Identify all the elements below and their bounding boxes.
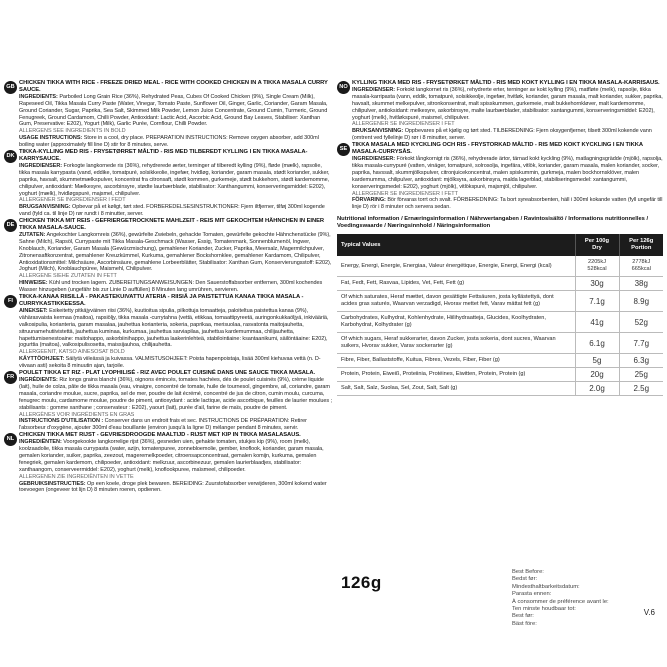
- ingredients-text: Parboiled Long Grain Rice (36%), Rehydrated Peas, Cubes Of Cooked Chicken (9%), Single Cream (Milk), Rapeseed Oil, Tikka Masala Curry Paste (Water, Vinegar, Tomato Paste, Sunflower Oil, Ginger, Garlic, Coriander, Garam Masala, Ground Coriander, Sugar, Paprika, Sea Salt, Skimmed Milk Powder, Lemon Juice Concentrate, Ground Cumin, Turmeric, Ground Fenugreek, Ground Cardamom, Chilli Powder, Antioxidant: Lactic Acid, Ascorbic Acid, Ground Bay Leaves, Stabiliser: Xanthan Gum, Preservative: E202), Yogurt (Milk), Garlic Purée, Cornflour, Chilli Powder.: [19, 93, 328, 128]
- usage-text: Kühl und trocken lagern. ZUBEREITUNGSANWEISUNGEN: Den Sauerstoffabsorber entfernen, 300ml kochendes Wasser hinzugeben (ungefähr bis zur Linie D auffüllen) 8 Minuten lang umrühren, servieren.: [19, 280, 323, 294]
- usage-text: Oppbevares på et kjølig og tørt sted. TILBEREDNING: Fjern oksygenfjerner, tilsett 300ml kokende vann (omtrent ved fyllelinje D) rør i 8 minutter, server.: [352, 128, 652, 142]
- allergens-note: ALLERGEENIT, KATSO AINESOSAT BOLD: [19, 349, 125, 356]
- product-title: KYLLING TIKKA MED RIS - FRYSETØRKET MÅLTID - RIS MED KOKT KYLLING I EN TIKKA MASALA-KARRISAUS.: [352, 80, 660, 86]
- nutrient-label: Of which saturates, Heraf mættet, davon gesättigte Fettsäuren, josta kyllästettyä, dont acides gras saturés, Waarvan verzadigd, Hvorav mettet fett, Varav mättat fett (g): [337, 291, 575, 312]
- ingredients-text: Förkokt långkornigt ris (36%), rehydrerade ärtor, tärnad kokt kyckling (9%), matlagningsgrädde (mjölk), rapsolja, tikka masala-currypuré (vatten, vinäger, tomatpuré, solrosolja, ingefära, vitlök, koriander, garam masala, malen koriander, socker, paprika, havssalt, skummjölkspulver, citronjuicekoncentrat, malen spiskummin, gurkmeja, malen bockhornsklöver, malen kardemumma, chilipulver, antioxidant: mjölksyra, askorbinsyra, malda lagerblad, stabiliseringsmedel: xantangummi, konserveringsmedel: E202), yoghurt (mjölk), vitlökspuré, majsmjöl, chilipulver.: [352, 155, 663, 190]
- per-100g-value: 5g: [575, 354, 619, 368]
- nutrient-label: Fat, Fedt, Fett, Rasvaa, Lipides, Vet, Fett, Fett (g): [337, 277, 575, 291]
- allergens-note: ALLERGENE SIEHE ZUTATEN IN FETT: [19, 273, 117, 280]
- allergens-note: ALLERGENS SEE INGREDIENTS IN BOLD: [19, 128, 126, 135]
- nutrition-row: [337, 291, 663, 312]
- product-title: TIKKA MASALA MED KYCKLING OCH RIS - FRYSTORKAD MÅLTID - RIS MED KOKT KYCKLING I EN TIKKA MASALA-CURRYSÅS.: [352, 142, 643, 156]
- product-title: CHICKEN TIKKA WITH RICE - FREEZE DRIED MEAL - RICE WITH COOKED CHICKEN IN A TIKKA MASALA CURRY SAUCE.: [19, 80, 328, 93]
- best-before-line: Best Before:: [512, 569, 544, 575]
- nutrition-title: Nutritional information / Ernæringsinformation / Nährwertangaben / Ravintosisältö / Informations nutritionnelles / Voedingswaarde / Næringsinnhold / Näringsinformation: [337, 216, 649, 230]
- nutrition-row: [337, 277, 663, 291]
- lang-section-gb: GB CHICKEN TIKKA WITH RICE - FREEZE DRIED MEAL - RICE WITH COOKED CHICKEN IN A TIKKA MASALA CURRY SAUCE. INGREDIENTS: Parboiled Long Grain Rice (36%), Rehydrated Peas, Cubes Of Cooked Chicken (9%), Single Cream (Milk), Rapeseed Oil, Tikka Masala Curry Paste (Water, Vinegar, Tomato Paste, Sunflower Oil, Ginger, Garlic, Coriander, Garam Masala, Ground Coriander, Sugar, Paprika, Sea Salt, Skimmed Milk Powder, Lemon Juice Concentrate, Ground Cumin, Turmeric, Ground Fenugreek, Ground Cardamom, Chilli Powder, Antioxidant: Lactic Acid, Ascorbic Acid, Ground Bay Leaves, Stabiliser: Xanthan Gum, Preservative: E202), Yogurt (Milk), Garlic Purée, Cornflour, Chilli Powder. ALLERGENS SEE INGREDIENTS IN BOLD USAGE INSTRUCTIONS: Store in a cool, dry place. PREPARATION INSTRUCTIONS: Remove oxygen absorber, add 300ml boiling water (approximately fill line D) stir for 8 minutes, serve.: [4, 80, 334, 149]
- best-before-block: [512, 569, 609, 628]
- lang-section-fi: FI TIKKA-KANAA RIISILLÄ - PAKASTEKUIVATTU ATERIA - RIISIÄ JA PAISTETTUA KANAA TIKKA MASALA -CURRYKASTIKKEESSA. AINEKSET: Esikeitetty pitkäjyväinen riisi (36%), kuutioitua sipulia, pilkottuja tomaatteja, paloiteltua paistettua kanaa (9%), vähärasvaista kermaa (maitoa), rapsiöljy, tikka masala -currytahna (vettä, etikkaa, tomaattipyreetä, auringonkukkaöljyä, inkivääriä, valkosipulia, korianteria, garam masalaa, jauhettua korianteria, sokeria, paprikaa, merisuolaa, rasvatonta maitojauhetta, sitruunamehutiivistettä, jauhettua kuminaa, kurkumaa, jauhettua sarviapilaa, jauhettua kardemummaa, chilijauhetta, hapettumisenestoaine: maitohappo, askorbiinihappo, jauhettua laakerinlehteä, stabilointiaine: ksantaanikumi, säilöntäaine: E202), jogurttia (maitoa), valkosipulisosetta, maissijauhoa, chilijauhetta. ALLERGEENIT, KATSO AINESOSAT BOLD KÄYTTÖOHJEET: Säilytä viileässä ja kuivassa. VALMISTUSOHJEET: Poista hapenpoistaja, lisää 300ml kiehuvaa vettä (n. D-viivaan asti) sekoita 8 minuutin ajan, tarjoile.: [4, 294, 334, 370]
- per-100g-value: 30g: [575, 277, 619, 291]
- lang-section-fr: FR POULET TIKKA ET RIZ - PLAT LYOPHILISÉ - RIZ AVEC POULET CUISINÉ DANS UNE SAUCE TIKKA MASALA. INGRÉDIENTS: Riz longs grains blanchi (36%), oignons émincés, tomates hachées, dés de poulet cuisinés (9%), crème liquide (lait), huile de colza, pâte de tikka masala (eau, vinaigre, concentré de tomate, huile de tournesol, gingembre, ail, coriandre, garam masala, coriandre moulue, sucre, paprika, sel de mer, poudre de lait écrémé, concentré de jus de citron, cumin moulu, curcuma, fenugrec moulu, cardamome moulue, poudre de piment, antioxydant : acide lactique, acide ascorbique, feuilles de laurier moulues ; stabilisants : gomme xanthane ; conservateur : E202), yaourt (lait), purée d'ail, farine de maïs, poudre de piment. ALLERGÈNES VOIR INGRÉDIENTS EN GRAS INSTRUCTIONS D'UTILISATION : Conserver dans un endroit frais et sec. INSTRUCTIONS DE PRÉPARATION: Retirer l'absorbeur d'oxygène, ajouter 300ml d'eau bouillante (environ jusqu'à la ligne D) mélanger pendant 8 minutes, servir.: [4, 370, 334, 432]
- per-100g-value: 6.1g: [575, 333, 619, 354]
- nutrition-row: [337, 382, 663, 396]
- allergens-note: ALLERGENEN ZIE INGREDIËNTEN IN VETTE: [19, 473, 134, 480]
- product-title: POULET TIKKA ET RIZ - PLAT LYOPHILISÉ - RIZ AVEC POULET CUISINÉ DANS UNE SAUCE TIKKA MASALA.: [19, 370, 316, 377]
- per-portion-header: Per 126g Portion: [619, 234, 663, 256]
- product-title: CHICKEN TIKKA MIT REIS - GEFRIERGETROCKNETE MAHLZEIT - REIS MIT GEKOCHTEM HÄHNCHEN IN EINER TIKKA MASALA-SAUCE.: [19, 218, 325, 232]
- best-before-line: À consommer de préférence avant le:: [512, 598, 609, 605]
- best-before-line: Mindesthaltbarkeitsdatum:: [512, 583, 580, 590]
- best-before-line: Bäst före:: [512, 620, 537, 627]
- nutrition-row: [337, 312, 663, 333]
- per-portion-value: 2.5g: [619, 382, 663, 396]
- lang-section-se: SE TIKKA MASALA MED KYCKLING OCH RIS - FRYSTORKAD MÅLTID - RIS MED KOKT KYCKLING I EN TIKKA MASALA-CURRYSÅS. INGREDIENSER: Förkokt långkornigt ris (36%), rehydrerade ärtor, tärnad kokt kyckling (9%), matlagningsgrädde (mjölk), rapsolja, tikka masala-currypuré (vatten, vinäger, tomatpuré, solrosolja, ingefära, vitlök, koriander, garam masala, malen koriander, socker, paprika, havssalt, skummjölkspulver, citronjuicekoncentrat, malen spiskummin, gurkmeja, malen bockhornsklöver, malen kardemumma, chilipulver, antioxidant: mjölksyra, askorbinsyra, malda lagerblad, stabiliseringsmedel: xantangummi, konserveringsmedel: E202), yoghurt (mjölk), vitlökspuré, majsmjöl, chilipulver. ALLERGENER SE INGREDIENSER I FETT FÖRVARING: Bör förvaras torrt och svalt. FÖRBEREDNING: Ta bort syreabsorbenten, häll i 300ml kokande vatten (fyll ungefär till linje D) rör i 8 minuter och servera sedan.: [337, 142, 663, 211]
- allergens-note: ALLERGENER SE INGREDIENSER I FETT: [352, 190, 458, 197]
- nutrient-label: Protein, Protein, Eiweiß, Proteiinia, Protéines, Eiwitten, Protein, Protein (g): [337, 368, 575, 382]
- per-portion-value: 6.3g: [619, 354, 663, 368]
- language-badge: SE: [337, 143, 350, 156]
- per-100g-value: 7.1g: [575, 291, 619, 312]
- per-portion-value: 38g: [619, 277, 663, 291]
- per-portion-value: 2778kJ 665kcal: [619, 256, 663, 277]
- per-portion-value: 8.9g: [619, 291, 663, 312]
- usage-text: Bör förvaras torrt och svalt. FÖRBEREDNING: Ta bort syreabsorbenten, häll i 300ml kokande vatten (fyll ungefär till linje D) rör i 8 minuter och servera sedan.: [352, 197, 663, 211]
- nutrition-row: [337, 354, 663, 368]
- usage-text: Säilytä viileässä ja kuivassa. VALMISTUSOHJEET: Poista hapenpoistaja, lisää 300ml kiehuvaa vettä (n. D-viivaan asti) sekoita 8 minuutin ajan, tarjoile.: [19, 356, 321, 370]
- per-portion-value: 25g: [619, 368, 663, 382]
- ingredients-text: Esikeitetty pitkäjyväinen riisi (36%), kuutioitua sipulia, pilkottuja tomaatteja, paloiteltua paistettua kanaa (9%), vähärasvaista kermaa (maitoa), rapsiöljy, tikka masala -currytahna (vettä, etikkaa, tomaattipyreetä, auringonkukkaöljyä, inkivääriä, valkosipulia, korianteria, garam masalaa, jauhettua korianteria, sokeria, paprikaa, merisuolaa, rasvatonta maitojauhetta, sitruunamehutiivistettä, jauhettua kuminaa, kurkumaa, jauhettua sarviapilaa, jauhettua kardemummaa, chilijauhetta, hapettumisenestoaine: maitohappo, askorbiinihappo, jauhettua laakerinlehteä, stabilointiaine: ksantaanikumi, säilöntäaine: E202), jogurttia (maitoa), valkosipulisosetta, maissijauhoa, chilijauhetta.: [19, 307, 329, 349]
- language-badge: NO: [337, 81, 350, 94]
- lang-section-de: DE CHICKEN TIKKA MIT REIS - GEFRIERGETROCKNETE MAHLZEIT - REIS MIT GEKOCHTEM HÄHNCHEN IN EINER TIKKA MASALA-SAUCE. ZUTATEN: Angekochter Langkornreis (36%), gewürfelte Zwiebeln, gehackte Tomaten, gewürfelte gekochte Hähnchenstücke (9%), Sahne (Milch), Rapsöl, Currypaste mit Tikka Masala-Geschmack (Wasser, Essig, Tomatenmark, Sonnenblumenöl, Ingwer, Knoblauch, Koriander, Garam Masala (Gewürzmischung), gemahlener Koriander, Zucker, Paprika, Meersalz, Magermilchpulver, Zitronensaftkonzentrat, gemahlener Kreuzkümmel, Kurkuma, gemahlener Bockshornklee, gemahlener Kardamom, Chilipulver, Antioxidationsmittel: Milchsäure, Ascorbinsäure, gemahlene Lorbeerblätter, Stabilisator: Xanthan Gum, Konservierungsstoff: E202), Joghurt (Milch), Knoblauchpüree, Maismehl, Chilipulver. ALLERGENE SIEHE ZUTATEN IN FETT HINWEISE: Kühl und trocken lagern. ZUBEREITUNGSANWEISUNGEN: Den Sauerstoffabsorber entfernen, 300ml kochendes Wasser hinzugeben (ungefähr bis zur Linie D auffüllen) 8 Minuten lang umrühren, servieren.: [4, 218, 334, 294]
- per-100g-value: 2.0g: [575, 382, 619, 396]
- ingredients-text: Forkogte langkornede ris (36%), rehydrerede ærter, terninger af tilberedt kylling (9%), fløde (mælk), rapsolie, tikka masala karrypasta (vand, eddike, tomatpuré, solsikkeolie, ingefær, hvidløg, koriander, garam masala, stødt koriander, sukker, paprika, havsalt, skummetmælkspulver, koncentrat fra citronsaft, stødt kommen, gurkemeje, stødt bukkehorn, stødt kardemomme, chilipulver, antioxidant: Mælkesyre, ascorbinsyre, stødte laurbærblade, stabilisator: Xanthangummi, konserveringsmiddel: E202), yoghurt (mælk), hvidløgspuré, majsmel, chilipulver.: [19, 162, 330, 197]
- nutrient-label: Fibre, Fiber, Ballaststoffe, Kuitua, Fibres, Vezels, Fiber, Fiber (g): [337, 354, 575, 368]
- ingredients-text: Voorgekookte langkorrelige rijst (36%), gesneden uien, gehakte tomaten, stukjes kip (9%), room (melk), koolzaadolie, tikka masala currypasta (water, azijn, tomatenpuree, zonnebloemolie, gember, knoflook, koriander, garam masala, gemalen koriander, suiker, paprika, zeezout, mageremelkpoeder, citroensapconcentraat, gemalen komijn, kurkuma, gemalen fenegriek, gemalen kardemom, chilipoeder, antioxidant: melkzuur, ascorbinezuur, gemalen laurierblaadjes, stabilisator: xanthaangom, conserveermiddel: E202), yoghurt (melk), knoflookpuree, maïsmeel, chilipoeder.: [19, 439, 324, 473]
- nutrient-label: Energy, Energi, Energie, Energiaa, Valeur énergétique, Energie, Energi, Energi (kcal): [337, 256, 575, 277]
- ingredients-text: Angekochter Langkornreis (36%), gewürfelte Zwiebeln, gehackte Tomaten, gewürfelte gekochte Hähnchenstücke (9%), Sahne (Milch), Rapsöl, Currypaste mit Tikka Masala-Geschmack (Wasser, Essig, Tomatenmark, Sonnenblumenöl, Ingwer, Knoblauch, Koriander, Garam Masala (Gewürzmischung), gemahlener Koriander, Zucker, Paprika, Meersalz, Magermilchpulver, Zitronensaftkonzentrat, gemahlener Kreuzkümmel, Kurkuma, gemahlener Bockshornklee, gemahlener Kardamom, Chilipulver, Antioxidationsmittel: Milchsäure, Ascorbinsäure, gemahlene Lorbeerblätter, Stabilisator: Xanthan Gum, Konservierungsstoff: E202), Joghurt (Milch), Knoblauchpüree, Maismehl, Chilipulver.: [19, 231, 332, 273]
- per-100g-value: 20g: [575, 368, 619, 382]
- nutrition-row: [337, 333, 663, 354]
- lang-section-nl: NL CHICKEN TIKKA MET RIJST - GEVRIESDROOGDE MAALTIJD - RIJST MET KIP IN TIKKA MASALASAUS. INGREDIËNTEN: Voorgekookte langkorrelige rijst (36%), gesneden uien, gehakte tomaten, stukjes kip (9%), room (melk), koolzaadolie, tikka masala currypasta (water, azijn, tomatenpuree, zonnebloemolie, gember, knoflook, koriander, garam masala, gemalen koriander, suiker, paprika, zeezout, mageremelkpoeder, citroensapconcentraat, gemalen komijn, kurkuma, gemalen fenegriek, gemalen kardemom, chilipoeder, antioxidant: melkzuur, ascorbinezuur, gemalen laurierblaadjes, stabilisator: xanthaangom, conserveermiddel: E202), yoghurt (melk), knoflookpuree, maïsmeel, chilipoeder. ALLERGENEN ZIE INGREDIËNTEN IN VETTE GEBRUIKSINSTRUCTIES: Op een koele, droge plek bewaren. BEREIDING: Zuurstofabsorber verwijderen, 300ml kokend water toevoegen (ongeveer tot lijn D) 8 minuten roeren, opdienen.: [4, 432, 334, 494]
- right-column: [337, 80, 663, 627]
- best-before-line: Bedst før:: [512, 576, 538, 583]
- language-badge: FR: [4, 371, 17, 384]
- nutrient-label: Carbohydrates, Kulhydrat, Kohlenhydrate, Hiilihydraatteja, Glucides, Koolhydraten, Karbohydrat, Kolhydrater (g): [337, 312, 575, 333]
- per-100g-value: 41g: [575, 312, 619, 333]
- best-before-line: Ten minste houdbaar tot:: [512, 606, 576, 613]
- nutrition-row: [337, 256, 663, 277]
- best-before-line: Best før:: [512, 613, 534, 620]
- nutrient-label: Of which sugars, Heraf sukkerarter, davon Zucker, josta sokeria, dont sucres, Waarvan suikers, Hvorav sukker, Varav sockerarter (g): [337, 333, 575, 354]
- usage-text: Op een koele, droge plek bewaren. BEREIDING: Zuurstofabsorber verwijderen, 300ml kokend water toevoegen (ongeveer tot lijn D) 8 minuten roeren, opdienen.: [19, 480, 327, 494]
- product-title: TIKKA-KYLLING MED RIS - FRYSETØRRET MÅLTID - RIS MED TILBEREDT KYLLING I EN TIKKA MASALA-KARRYSAUCE.: [19, 149, 308, 162]
- allergens-note: ALLERGÈNES VOIR INGRÉDIENTS EN GRAS: [19, 411, 135, 418]
- language-badge: FI: [4, 295, 17, 308]
- ingredients-text: Forkokt langkornet ris (36%), rehydrerte erter, terninger av kokt kylling (9%), matfløte (melk), rapsolje, tikka masala-karripasta (vann, eddik, tomatpuré, solsikkeolje, ingefær, hvitløk, koriander, garam masala, malt koriander, sukker, paprika, havsalt, skummet melkepulver, sitronkonsentrat, malt spisskummen, gurkemeie, malt bukkehornkløver, malt kardemomme, chilipulver, antioksidant: melkesyre, askorbinsyre, malte laurbærblader, stabilisator: xantangummi, konserveringsmiddel: E202), yoghurt (melk), hvitløkspuré, maismel, chilipulver.: [352, 86, 663, 121]
- nutrition-table: [337, 234, 663, 396]
- per-100g-value: 2205kJ 528kcal: [575, 256, 619, 277]
- usage-text: Conserver dans un endroit frais et sec. INSTRUCTIONS DE PRÉPARATION: Retirer l'absorbeur d'oxygène, ajouter 300ml d'eau bouillante (environ jusqu'à la ligne D) mélanger pendant 8 minutes, servir.: [19, 418, 307, 432]
- nutrition-row: [337, 368, 663, 382]
- lang-section-no: NO KYLLING TIKKA MED RIS - FRYSETØRKET MÅLTID - RIS MED KOKT KYLLING I EN TIKKA MASALA-KARRISAUS. INGREDIENSER: Forkokt langkornet ris (36%), rehydrerte erter, terninger av kokt kylling (9%), matfløte (melk), rapsolje, tikka masala-karripasta (vann, eddik, tomatpuré, solsikkeolje, ingefær, hvitløk, koriander, garam masala, malt koriander, sukker, paprika, havsalt, skummet melkepulver, sitronkonsentrat, malt spisskummen, gurkemeie, malt bukkehornkløver, malt kardemomme, chilipulver, antioksidant: melkesyre, askorbinsyre, malte laurbærblader, stabilisator: xantangummi, konserveringsmiddel: E202), yoghurt (melk), hvitløkspuré, maismel, chilipulver. ALLERGENER SE INGREDIENSER I FET BRUKSANVISNING: Oppbevares på et kjølig og tørt sted. TILBEREDNING: Fjern oksygenfjerner, tilsett 300ml kokende vann (omtrent ved fyllelinje D) rør i 8 minutter, server.: [337, 80, 663, 142]
- product-title: CHICKEN TIKKA MET RIJST - GEVRIESDROOGDE MAALTIJD - RIJST MET KIP IN TIKKA MASALASAUS.: [19, 432, 301, 439]
- language-badge: DE: [4, 219, 17, 232]
- product-title: TIKKA-KANAA RIISILLÄ - PAKASTEKUIVATTU ATERIA - RIISIÄ JA PAISTETTUA KANAA TIKKA MASALA -CURRYKASTIKKEESSA.: [19, 294, 304, 307]
- left-column: [4, 80, 334, 494]
- allergens-note: ALLERGENER SE INGREDIENSER I FET: [352, 121, 455, 128]
- language-badge: GB: [4, 81, 17, 94]
- per-portion-value: 7.7g: [619, 333, 663, 354]
- per-portion-value: 52g: [619, 312, 663, 333]
- usage-text: Opbevar på et køligt, tørt sted. FORBEREDELSESINSTRUKTIONER: Fjern iltfjerner, tilføj 300ml kogende vand (fyld ca. til linje D) rør rundt i 8 minutter, server.: [19, 204, 325, 218]
- allergens-note: ALLERGENER SE INGREDIENSER I FEDT: [19, 197, 126, 204]
- version-label: V.6: [643, 608, 655, 617]
- usage-text: Store in a cool, dry place. PREPARATION INSTRUCTIONS: Remove oxygen absorber, add 300ml boiling water (approximately fill line D) stir for 8 minutes, serve.: [19, 135, 319, 149]
- typical-values-header: Typical Values: [337, 234, 575, 256]
- nutrition-header-row: [337, 234, 663, 256]
- ingredients-text: Riz longs grains blanchi (36%), oignons émincés, tomates hachées, dés de poulet cuisinés (9%), crème liquide (lait), huile de colza, pâte de tikka masala (eau, vinaigre, concentré de tomate, huile de tournesol, gingembre, ail, coriandre, garam masala, coriandre moulue, sucre, paprika, sel de mer, poudre de lait écrémé, concentré de jus de citron, cumin moulu, curcuma, fenugrec moulu, cardamome moulue, poudre de piment, antioxydant : acide lactique, acide ascorbique, feuilles de laurier moulues ; stabilisants : gomme xanthane ; conservateur : E202), yaourt (lait), purée d'ail, farine de maïs, poudre de piment.: [19, 376, 333, 411]
- nutrient-label: Salt, Salt, Salz, Suolaa, Sel, Zout, Salt, Salt (g): [337, 382, 575, 396]
- lang-section-dk: DK TIKKA-KYLLING MED RIS - FRYSETØRRET MÅLTID - RIS MED TILBEREDT KYLLING I EN TIKKA MASALA-KARRYSAUCE. INGREDIENSER: Forkogte langkornede ris (36%), rehydrerede ærter, terninger af tilberedt kylling (9%), fløde (mælk), rapsolie, tikka masala karrypasta (vand, eddike, tomatpuré, solsikkeolie, ingefær, hvidløg, koriander, garam masala, stødt koriander, sukker, paprika, havsalt, skummetmælkspulver, koncentrat fra citronsaft, stødt kommen, gurkemeje, stødt bukkehorn, stødt kardemomme, chilipulver, antioxidant: Mælkesyre, ascorbinsyre, stødte laurbærblade, stabilisator: Xanthangummi, konserveringsmiddel: E202), yoghurt (mælk), hvidløgspuré, majsmel, chilipulver. ALLERGENER SE INGREDIENSER I FEDT BRUGSANVISNING: Opbevar på et køligt, tørt sted. FORBEREDELSESINSTRUKTIONER: Fjern iltfjerner, tilføj 300ml kogende vand (fyld ca. til linje D) rør rundt i 8 minutter, server.: [4, 149, 334, 218]
- net-weight: 126g: [341, 573, 382, 592]
- per-100g-header: Per 100g Dry: [575, 234, 619, 256]
- language-badge: NL: [4, 433, 17, 446]
- language-badge: DK: [4, 150, 17, 163]
- best-before-line: Parasta ennen:: [512, 591, 552, 598]
